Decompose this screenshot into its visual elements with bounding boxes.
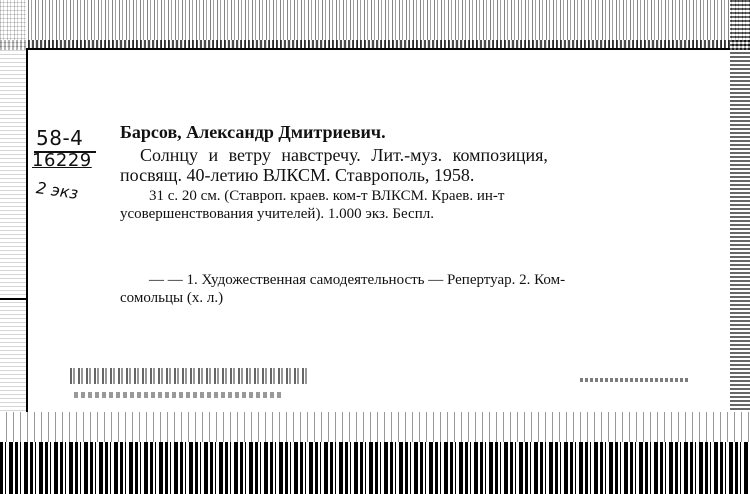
faded-print-noise-3 [580, 378, 690, 382]
faded-print-noise-2 [74, 392, 284, 398]
shelfmark: 58-4 [36, 126, 84, 150]
scan-noise-bottom-light [0, 412, 750, 442]
inventory-number: 16229 [32, 150, 92, 171]
copies-note: 2 экз [34, 178, 80, 203]
subjects-line-2: сомольцы (х. л.) [120, 290, 224, 306]
catalog-card [26, 48, 730, 414]
faded-print-noise [70, 368, 310, 384]
dedication-line: посвящ. 40-летию ВЛКСМ. Ставрополь, 1958. [120, 165, 475, 185]
scan-edge-mark [0, 298, 26, 300]
author-heading: Барсов, Александр Дмитриевич. [120, 122, 386, 142]
subjects-line-1: — — 1. Художественная самодеятельность — Репертуар. 2. Ком- [149, 272, 566, 288]
collation-line-1: 31 с. 20 см. (Ставроп. краев. ком-т ВЛКСМ. Краев. ин-т [149, 188, 505, 204]
title-line: Солнцу и ветру навстречу. Лит.-муз. композиция, [140, 145, 548, 165]
collation-line-2: усовершенствования учителей). 1.000 экз. Беспл. [120, 206, 434, 222]
